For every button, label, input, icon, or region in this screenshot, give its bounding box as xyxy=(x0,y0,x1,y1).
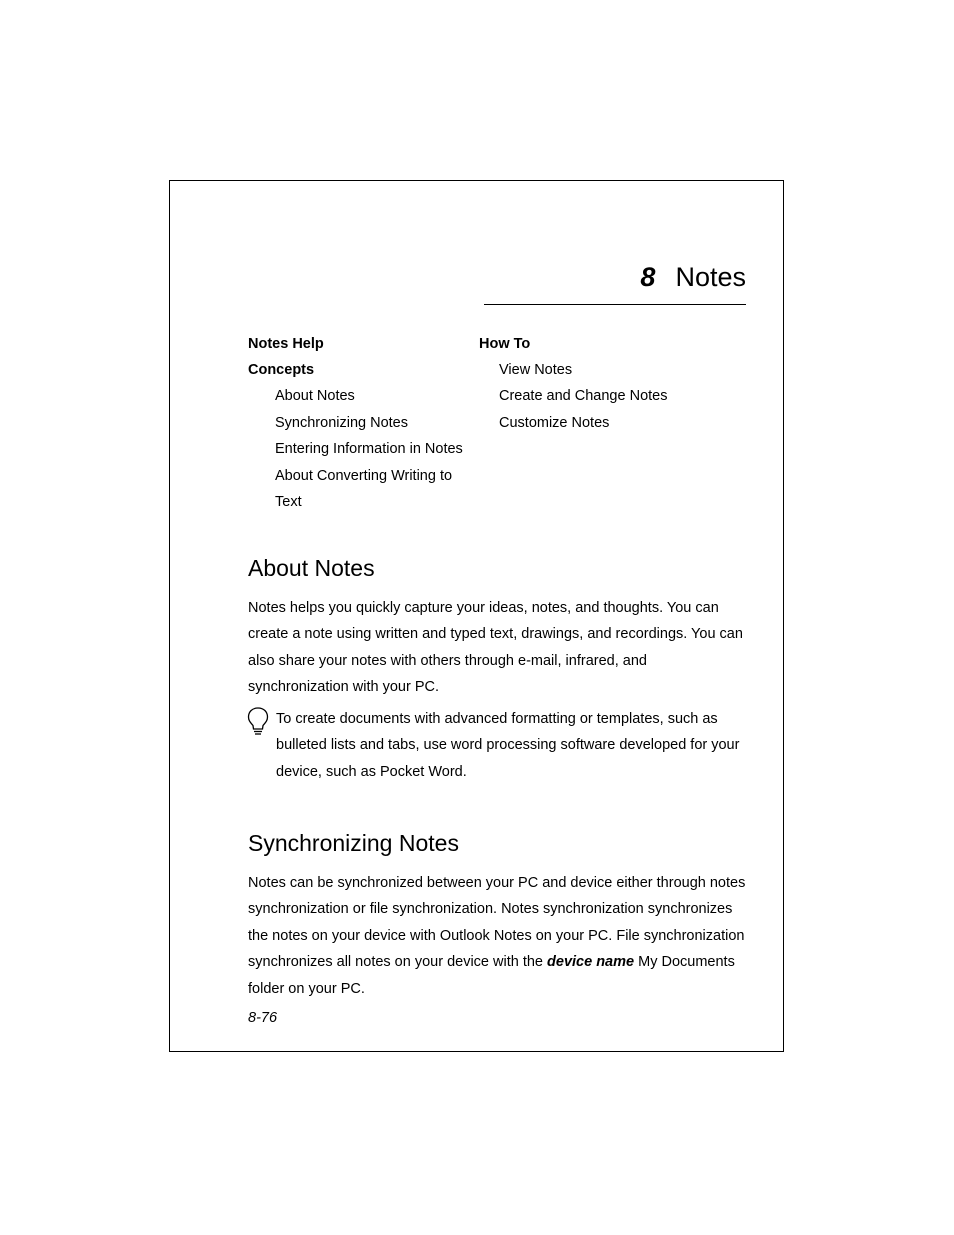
text-line: Notes helps you quickly capture your ideas, notes, and thoughts. You can xyxy=(248,600,719,616)
toc-link-entering-information[interactable]: Entering Information in Notes xyxy=(275,441,463,457)
chapter-rule xyxy=(484,304,746,305)
text-line: To create documents with advanced formatting or templates, such as xyxy=(276,711,718,727)
toc-link-customize-notes[interactable]: Customize Notes xyxy=(499,415,610,431)
device-name-emphasis: device name xyxy=(547,954,635,971)
chapter-number: 8 xyxy=(640,262,656,292)
synchronizing-notes-heading: Synchronizing Notes xyxy=(248,830,459,856)
text-line: Notes can be synchronized between your PC and device either through notes xyxy=(248,875,746,891)
toc-link-converting-writing-cont[interactable]: Text xyxy=(275,494,302,510)
toc-link-view-notes[interactable]: View Notes xyxy=(499,362,573,378)
text-line: device, such as Pocket Word. xyxy=(276,763,467,780)
lightbulb-icon xyxy=(246,706,270,736)
text-line: the notes on your device with Outlook Notes on your PC. File synchronization xyxy=(248,927,745,944)
text-line: also share your notes with others through e-mail, infrared, and xyxy=(248,652,647,669)
chapter-name: Notes xyxy=(675,262,746,292)
toc-link-about-notes[interactable]: About Notes xyxy=(275,388,355,404)
text-line: synchronization with your PC. xyxy=(248,679,439,696)
page-number: 8-76 xyxy=(248,1010,278,1026)
text-line: bulleted lists and tabs, use word processing software developed for your xyxy=(276,737,740,754)
about-notes-heading: About Notes xyxy=(248,555,375,581)
chapter-title xyxy=(484,258,746,296)
about-notes-paragraph xyxy=(248,595,748,701)
toc-link-create-change-notes[interactable]: Create and Change Notes xyxy=(499,388,668,404)
toc-link-converting-writing[interactable]: About Converting Writing to xyxy=(275,468,453,484)
toc-howto-heading: How To xyxy=(479,336,531,352)
text-line xyxy=(248,949,748,975)
text-line: folder on your PC. xyxy=(248,980,365,997)
synchronizing-notes-paragraph xyxy=(248,870,748,1002)
text-line: synchronization or file synchronization. Notes synchronization synchronizes xyxy=(248,901,733,918)
toc-link-synchronizing-notes[interactable]: Synchronizing Notes xyxy=(275,415,408,431)
tip-paragraph xyxy=(276,706,756,785)
toc-notes-help-heading: Notes Help xyxy=(248,336,324,352)
text-run: My Documents xyxy=(634,954,735,971)
text-line: create a note using written and typed text, drawings, and recordings. You can xyxy=(248,626,743,643)
text-run: synchronizes all notes on your device with the xyxy=(248,954,548,971)
toc-concepts-heading: Concepts xyxy=(248,362,315,378)
